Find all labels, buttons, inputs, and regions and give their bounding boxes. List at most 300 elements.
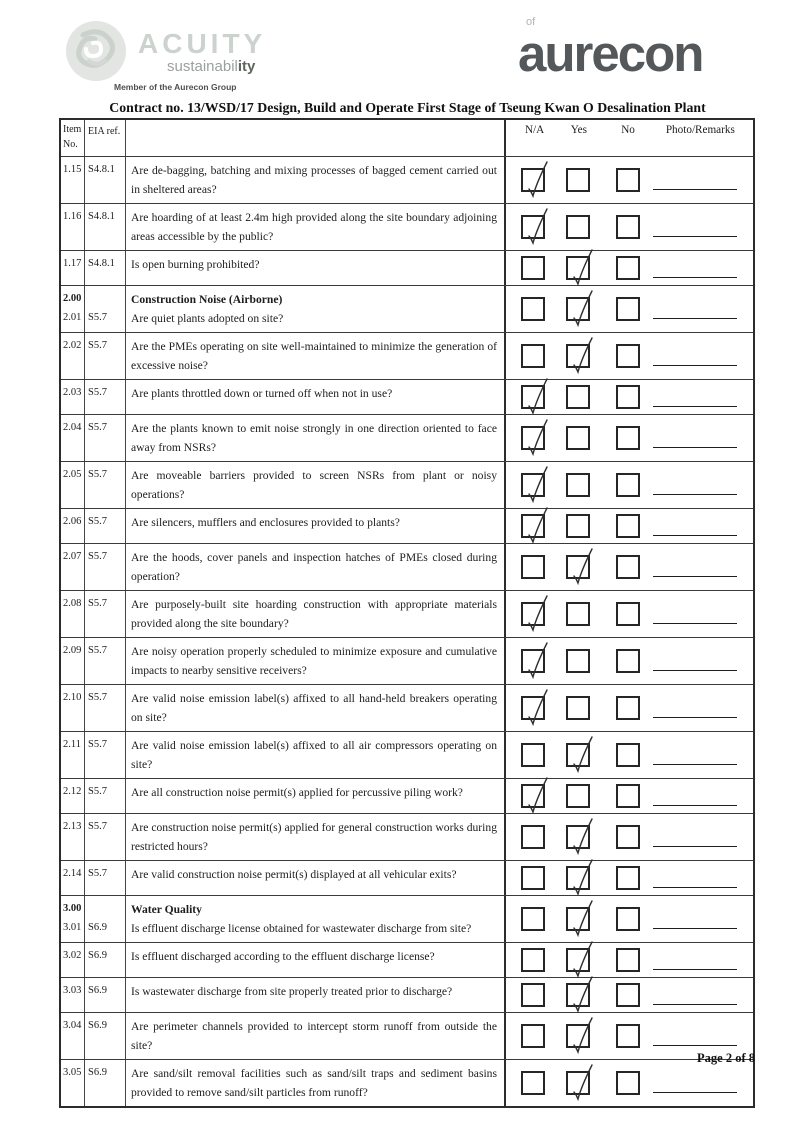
eia-ref-cell	[85, 204, 126, 250]
question-cell	[126, 415, 506, 461]
checkbox-na	[521, 215, 545, 239]
eia-ref-value: S5.7	[88, 692, 107, 703]
checkbox-yes	[566, 983, 590, 1007]
item-number: 2.09	[63, 645, 82, 656]
remarks-line	[653, 277, 737, 278]
item-no-cell	[61, 685, 85, 731]
table-body	[61, 157, 753, 1106]
tick-mark-icon	[523, 593, 550, 629]
eia-ref-value: S6.9	[88, 950, 107, 961]
checkbox-no	[616, 696, 640, 720]
checkbox-yes	[566, 649, 590, 673]
checkbox-yes	[566, 555, 590, 579]
eia-ref-cell	[85, 462, 126, 508]
eia-ref-value: S5.7	[88, 551, 107, 562]
question-cell	[126, 509, 506, 543]
item-no-cell	[61, 732, 85, 778]
acuity-wordmark: ACUITY	[138, 28, 267, 59]
item-no-cell	[61, 779, 85, 813]
checkbox-na	[521, 866, 545, 890]
acuity-sustainability-label	[167, 58, 255, 75]
checkboxes-cell	[506, 286, 753, 332]
scan-artifact-mark: of	[526, 16, 536, 28]
checklist-row	[61, 813, 753, 860]
checkbox-yes	[566, 1024, 590, 1048]
member-of-aurecon-label: Member of the Aurecon Group	[114, 82, 237, 92]
checkbox-no	[616, 344, 640, 368]
checkboxes-cell	[506, 251, 753, 285]
eia-ref-value: S6.9	[88, 1067, 107, 1078]
eia-ref-value: S5.7	[88, 340, 107, 351]
checkbox-yes	[566, 473, 590, 497]
checkboxes-cell	[506, 1060, 753, 1106]
question-cell	[126, 462, 506, 508]
checkbox-no	[616, 784, 640, 808]
eia-ref-cell	[85, 333, 126, 379]
remarks-line	[653, 576, 737, 577]
checklist-row	[61, 285, 753, 332]
question-cell	[126, 204, 506, 250]
checkbox-yes	[566, 825, 590, 849]
eia-ref-cell	[85, 1060, 126, 1106]
checkboxes-cell	[506, 638, 753, 684]
item-number: 2.05	[63, 469, 82, 480]
checkbox-na	[521, 344, 545, 368]
remarks-line	[653, 1004, 737, 1005]
checkbox-no	[616, 1071, 640, 1095]
checkbox-no	[616, 1024, 640, 1048]
checkbox-yes	[566, 297, 590, 321]
checklist-row	[61, 895, 753, 942]
checkbox-na	[521, 1071, 545, 1095]
question-text: Is wastewater discharge from site properly treated prior to discharge?	[131, 985, 453, 998]
question-cell	[126, 943, 506, 977]
aurecon-wordmark: aurecon	[518, 25, 703, 82]
remarks-line	[653, 846, 737, 847]
remarks-line	[653, 764, 737, 765]
eia-ref-column-header: EIA ref.	[85, 120, 126, 156]
acuity-sub-bold: ity	[237, 58, 256, 75]
tick-mark-icon	[523, 640, 550, 676]
item-number: 2.11	[63, 739, 81, 750]
eia-ref-value: S5.7	[88, 598, 107, 609]
remarks-line	[653, 670, 737, 671]
checkboxes-cell	[506, 509, 753, 543]
tick-mark-icon	[568, 288, 595, 324]
remarks-line	[653, 535, 737, 536]
item-no-cell	[61, 380, 85, 414]
item-no-cell	[61, 638, 85, 684]
item-number: 2.14	[63, 868, 82, 879]
item-no-cell	[61, 1060, 85, 1106]
question-text: Are the PMEs operating on site well-maintained to minimize the generation of excessive noise?	[131, 340, 497, 372]
section-title: Water Quality	[131, 903, 202, 916]
checkboxes-cell	[506, 462, 753, 508]
eia-ref-value: S5.7	[88, 516, 107, 527]
checkbox-yes	[566, 215, 590, 239]
item-number: 2.02	[63, 340, 82, 351]
item-no-cell	[61, 333, 85, 379]
checkbox-yes	[566, 866, 590, 890]
table-header-row	[61, 120, 753, 157]
remarks-line	[653, 365, 737, 366]
checkbox-no	[616, 555, 640, 579]
contract-title: Contract no. 13/WSD/17 Design, Build and Operate First Stage of Tseung Kwan O Desalination Plant	[109, 100, 706, 115]
checkbox-yes	[566, 256, 590, 280]
eia-ref-value: S6.9	[88, 985, 107, 996]
tick-mark-icon	[523, 505, 550, 541]
question-text: Are silencers, mufflers and enclosures provided to plants?	[131, 516, 400, 529]
checkbox-na	[521, 555, 545, 579]
question-text: Are the hoods, cover panels and inspection hatches of PMEs closed during operation?	[131, 551, 497, 583]
eia-ref-value: S5.7	[88, 821, 107, 832]
checkboxes-cell	[506, 380, 753, 414]
checkbox-no	[616, 514, 640, 538]
checklist-row	[61, 590, 753, 637]
question-cell	[126, 896, 506, 942]
item-no-cell	[61, 544, 85, 590]
question-text: Are valid noise emission label(s) affixed to all air compressors operating on site?	[131, 739, 497, 771]
checkbox-na	[521, 948, 545, 972]
checkbox-yes	[566, 344, 590, 368]
eia-ref-cell	[85, 380, 126, 414]
question-cell	[126, 779, 506, 813]
eia-ref-cell	[85, 415, 126, 461]
question-cell	[126, 732, 506, 778]
item-number: 3.05	[63, 1067, 82, 1078]
item-no-cell	[61, 204, 85, 250]
checkboxes-cell	[506, 591, 753, 637]
checklist-row	[61, 250, 753, 285]
checkbox-na	[521, 1024, 545, 1048]
checklist-row	[61, 508, 753, 543]
checkbox-no	[616, 907, 640, 931]
question-text: Are perimeter channels provided to intercept storm runoff from outside the site?	[131, 1020, 497, 1052]
item-no-cell	[61, 943, 85, 977]
item-header-line2: No.	[63, 139, 78, 150]
checklist-row	[61, 778, 753, 813]
acuity-logo-icon	[63, 19, 133, 85]
item-no-cell	[61, 861, 85, 895]
checkbox-no	[616, 602, 640, 626]
checkbox-no	[616, 825, 640, 849]
eia-ref-value: S5.7	[88, 312, 107, 323]
checkbox-no	[616, 256, 640, 280]
eia-ref-cell	[85, 251, 126, 285]
question-cell	[126, 544, 506, 590]
eia-ref-cell	[85, 638, 126, 684]
tick-mark-icon	[568, 898, 595, 934]
acuity-sub-light: sustainabil	[167, 58, 238, 75]
question-text: Are sand/silt removal facilities such as sand/silt traps and sediment basins provided to remove sand/silt particles from runoff?	[131, 1067, 497, 1099]
eia-ref-cell	[85, 896, 126, 942]
question-cell	[126, 814, 506, 860]
question-text: Are plants throttled down or turned off when not in use?	[131, 387, 393, 400]
checkboxes-cell	[506, 685, 753, 731]
checkbox-na	[521, 473, 545, 497]
remarks-line	[653, 406, 737, 407]
tick-mark-icon	[568, 1015, 595, 1051]
checklist-row	[61, 203, 753, 250]
checkbox-na	[521, 297, 545, 321]
eia-ref-value: S5.7	[88, 387, 107, 398]
checkboxes-cell	[506, 896, 753, 942]
question-text: Is effluent discharged according to the effluent discharge license?	[131, 950, 435, 963]
item-no-cell	[61, 978, 85, 1012]
question-text: Are the plants known to emit noise strongly in one direction oriented to face away from NSRs?	[131, 422, 497, 454]
item-number: 2.10	[63, 692, 82, 703]
tick-mark-icon	[568, 546, 595, 582]
eia-ref-cell	[85, 943, 126, 977]
checkbox-no	[616, 168, 640, 192]
question-cell	[126, 591, 506, 637]
checklist-row	[61, 157, 753, 203]
question-cell	[126, 157, 506, 203]
eia-ref-cell	[85, 544, 126, 590]
eia-ref-value: S5.7	[88, 739, 107, 750]
no-column-header: No	[621, 124, 635, 136]
checkbox-yes	[566, 168, 590, 192]
checkboxes-cell	[506, 943, 753, 977]
eia-ref-cell	[85, 591, 126, 637]
checkbox-no	[616, 426, 640, 450]
tick-mark-icon	[523, 775, 550, 811]
checkboxes-cell	[506, 978, 753, 1012]
item-sub-number: 3.01	[63, 922, 82, 933]
item-number: 1.17	[63, 258, 82, 269]
item-sub-number: 2.01	[63, 312, 82, 323]
question-cell	[126, 978, 506, 1012]
eia-ref-cell	[85, 509, 126, 543]
question-text: Are valid construction noise permit(s) displayed at all vehicular exits?	[131, 868, 457, 881]
item-no-column-header	[61, 120, 85, 156]
question-cell	[126, 638, 506, 684]
remarks-line	[653, 928, 737, 929]
question-cell	[126, 861, 506, 895]
eia-ref-cell	[85, 861, 126, 895]
checkboxes-cell	[506, 157, 753, 203]
checkbox-no	[616, 473, 640, 497]
checklist-row	[61, 684, 753, 731]
question-column-header	[126, 120, 506, 156]
remarks-line	[653, 969, 737, 970]
checkbox-na	[521, 649, 545, 673]
tick-mark-icon	[568, 1062, 595, 1098]
checkbox-na	[521, 168, 545, 192]
eia-ref-cell	[85, 779, 126, 813]
question-text: Are de-bagging, batching and mixing processes of bagged cement carried out in sheltered areas?	[131, 164, 497, 196]
remarks-line	[653, 887, 737, 888]
checklist-row	[61, 942, 753, 977]
item-no-cell	[61, 462, 85, 508]
question-text: Are purposely-built site hoarding construction with appropriate materials provided along the site boundary?	[131, 598, 497, 630]
checkbox-no	[616, 385, 640, 409]
item-no-cell	[61, 591, 85, 637]
item-number: 3.03	[63, 985, 82, 996]
eia-ref-value: S5.7	[88, 422, 107, 433]
question-cell	[126, 685, 506, 731]
checkbox-na	[521, 743, 545, 767]
checklist-row	[61, 543, 753, 590]
checklist-table	[59, 118, 755, 1108]
checkbox-yes	[566, 696, 590, 720]
photo-remarks-column-header: Photo/Remarks	[665, 124, 735, 136]
question-text: Is effluent discharge license obtained for wastewater discharge from site?	[131, 922, 472, 935]
item-number: 2.07	[63, 551, 82, 562]
checkbox-no	[616, 297, 640, 321]
checklist-row	[61, 461, 753, 508]
checkbox-no	[616, 649, 640, 673]
checkbox-no	[616, 983, 640, 1007]
check-columns-header	[506, 120, 753, 156]
question-text: Is open burning prohibited?	[131, 258, 260, 271]
checkbox-na	[521, 907, 545, 931]
tick-mark-icon	[523, 206, 550, 242]
item-no-cell	[61, 896, 85, 942]
checkboxes-cell	[506, 415, 753, 461]
question-text: Are construction noise permit(s) applied for general construction works during restricted hours?	[131, 821, 497, 853]
tick-mark-icon	[523, 687, 550, 723]
checkbox-yes	[566, 948, 590, 972]
checkboxes-cell	[506, 544, 753, 590]
tick-mark-icon	[568, 734, 595, 770]
item-number: 2.04	[63, 422, 82, 433]
checkbox-no	[616, 866, 640, 890]
item-number: 3.04	[63, 1020, 82, 1031]
checkbox-yes	[566, 907, 590, 931]
aurecon-logo	[518, 16, 736, 82]
item-no-cell	[61, 157, 85, 203]
item-no-cell	[61, 251, 85, 285]
checklist-row	[61, 379, 753, 414]
checkbox-no	[616, 743, 640, 767]
eia-ref-value: S5.7	[88, 469, 107, 480]
item-no-cell	[61, 286, 85, 332]
remarks-line	[653, 494, 737, 495]
question-text: Are quiet plants adopted on site?	[131, 312, 284, 325]
checkboxes-cell	[506, 861, 753, 895]
checkbox-yes	[566, 743, 590, 767]
eia-ref-value: S4.8.1	[88, 211, 115, 222]
eia-ref-cell	[85, 814, 126, 860]
checklist-row	[61, 977, 753, 1012]
tick-mark-icon	[568, 335, 595, 371]
checkbox-na	[521, 385, 545, 409]
question-text: Are valid noise emission label(s) affixed to all hand-held breakers operating on site?	[131, 692, 497, 724]
checkbox-na	[521, 784, 545, 808]
remarks-line	[653, 805, 737, 806]
item-number: 2.13	[63, 821, 82, 832]
checkbox-na	[521, 602, 545, 626]
checkboxes-cell	[506, 333, 753, 379]
remarks-line	[653, 623, 737, 624]
question-text: Are noisy operation properly scheduled to minimize exposure and cumulative impacts to nearby sensitive receivers?	[131, 645, 497, 677]
checkboxes-cell	[506, 732, 753, 778]
tick-mark-icon	[523, 464, 550, 500]
item-number: 3.02	[63, 950, 82, 961]
checkbox-yes	[566, 784, 590, 808]
checkbox-na	[521, 256, 545, 280]
tick-mark-icon	[568, 816, 595, 852]
item-number: 2.08	[63, 598, 82, 609]
remarks-line	[653, 236, 737, 237]
eia-ref-value: S5.7	[88, 868, 107, 879]
checkboxes-cell	[506, 779, 753, 813]
question-cell	[126, 380, 506, 414]
question-text: Are moveable barriers provided to screen NSRs from plant or noisy operations?	[131, 469, 497, 501]
checklist-row	[61, 332, 753, 379]
eia-ref-cell	[85, 732, 126, 778]
question-text: Are hoarding of at least 2.4m high provided along the site boundary adjoining areas accessible by the public?	[131, 211, 497, 243]
yes-column-header: Yes	[570, 124, 587, 136]
eia-ref-value: S4.8.1	[88, 258, 115, 269]
question-cell	[126, 251, 506, 285]
eia-ref-cell	[85, 978, 126, 1012]
item-no-cell	[61, 814, 85, 860]
checklist-row	[61, 1059, 753, 1106]
eia-ref-cell	[85, 157, 126, 203]
item-header-line1: Item	[63, 124, 82, 135]
tick-mark-icon	[523, 159, 550, 195]
checkbox-na	[521, 696, 545, 720]
checklist-row	[61, 414, 753, 461]
item-no-cell	[61, 415, 85, 461]
tick-mark-icon	[568, 939, 595, 975]
item-number: 2.12	[63, 786, 82, 797]
tick-mark-icon	[523, 417, 550, 453]
na-column-header: N/A	[524, 124, 545, 136]
eia-ref-value: S6.9	[88, 922, 107, 933]
section-title: Construction Noise (Airborne)	[131, 293, 283, 306]
item-number: 3.00	[63, 903, 82, 914]
checkboxes-cell	[506, 204, 753, 250]
checkbox-na	[521, 983, 545, 1007]
eia-ref-value: S5.7	[88, 786, 107, 797]
checkbox-yes	[566, 385, 590, 409]
item-number: 1.15	[63, 164, 82, 175]
remarks-line	[653, 1092, 737, 1093]
item-number: 2.06	[63, 516, 82, 527]
tick-mark-icon	[568, 247, 595, 283]
checkbox-yes	[566, 1071, 590, 1095]
checklist-row	[61, 731, 753, 778]
eia-ref-value: S4.8.1	[88, 164, 115, 175]
checkbox-yes	[566, 602, 590, 626]
remarks-line	[653, 189, 737, 190]
item-number: 1.16	[63, 211, 82, 222]
item-no-cell	[61, 509, 85, 543]
checklist-row	[61, 860, 753, 895]
checkbox-na	[521, 426, 545, 450]
question-cell	[126, 1060, 506, 1106]
checkbox-no	[616, 215, 640, 239]
checkboxes-cell	[506, 814, 753, 860]
remarks-line	[653, 447, 737, 448]
question-text: Are all construction noise permit(s) applied for percussive piling work?	[131, 786, 463, 799]
tick-mark-icon	[568, 974, 595, 1010]
remarks-line	[653, 717, 737, 718]
page-number: Page 2 of 8	[697, 1051, 755, 1065]
checkbox-yes	[566, 514, 590, 538]
checkbox-na	[521, 514, 545, 538]
item-number: 2.00	[63, 293, 82, 304]
eia-ref-cell	[85, 286, 126, 332]
checklist-row	[61, 637, 753, 684]
remarks-line	[653, 1045, 737, 1046]
tick-mark-icon	[523, 376, 550, 412]
eia-ref-value: S5.7	[88, 645, 107, 656]
question-cell	[126, 333, 506, 379]
